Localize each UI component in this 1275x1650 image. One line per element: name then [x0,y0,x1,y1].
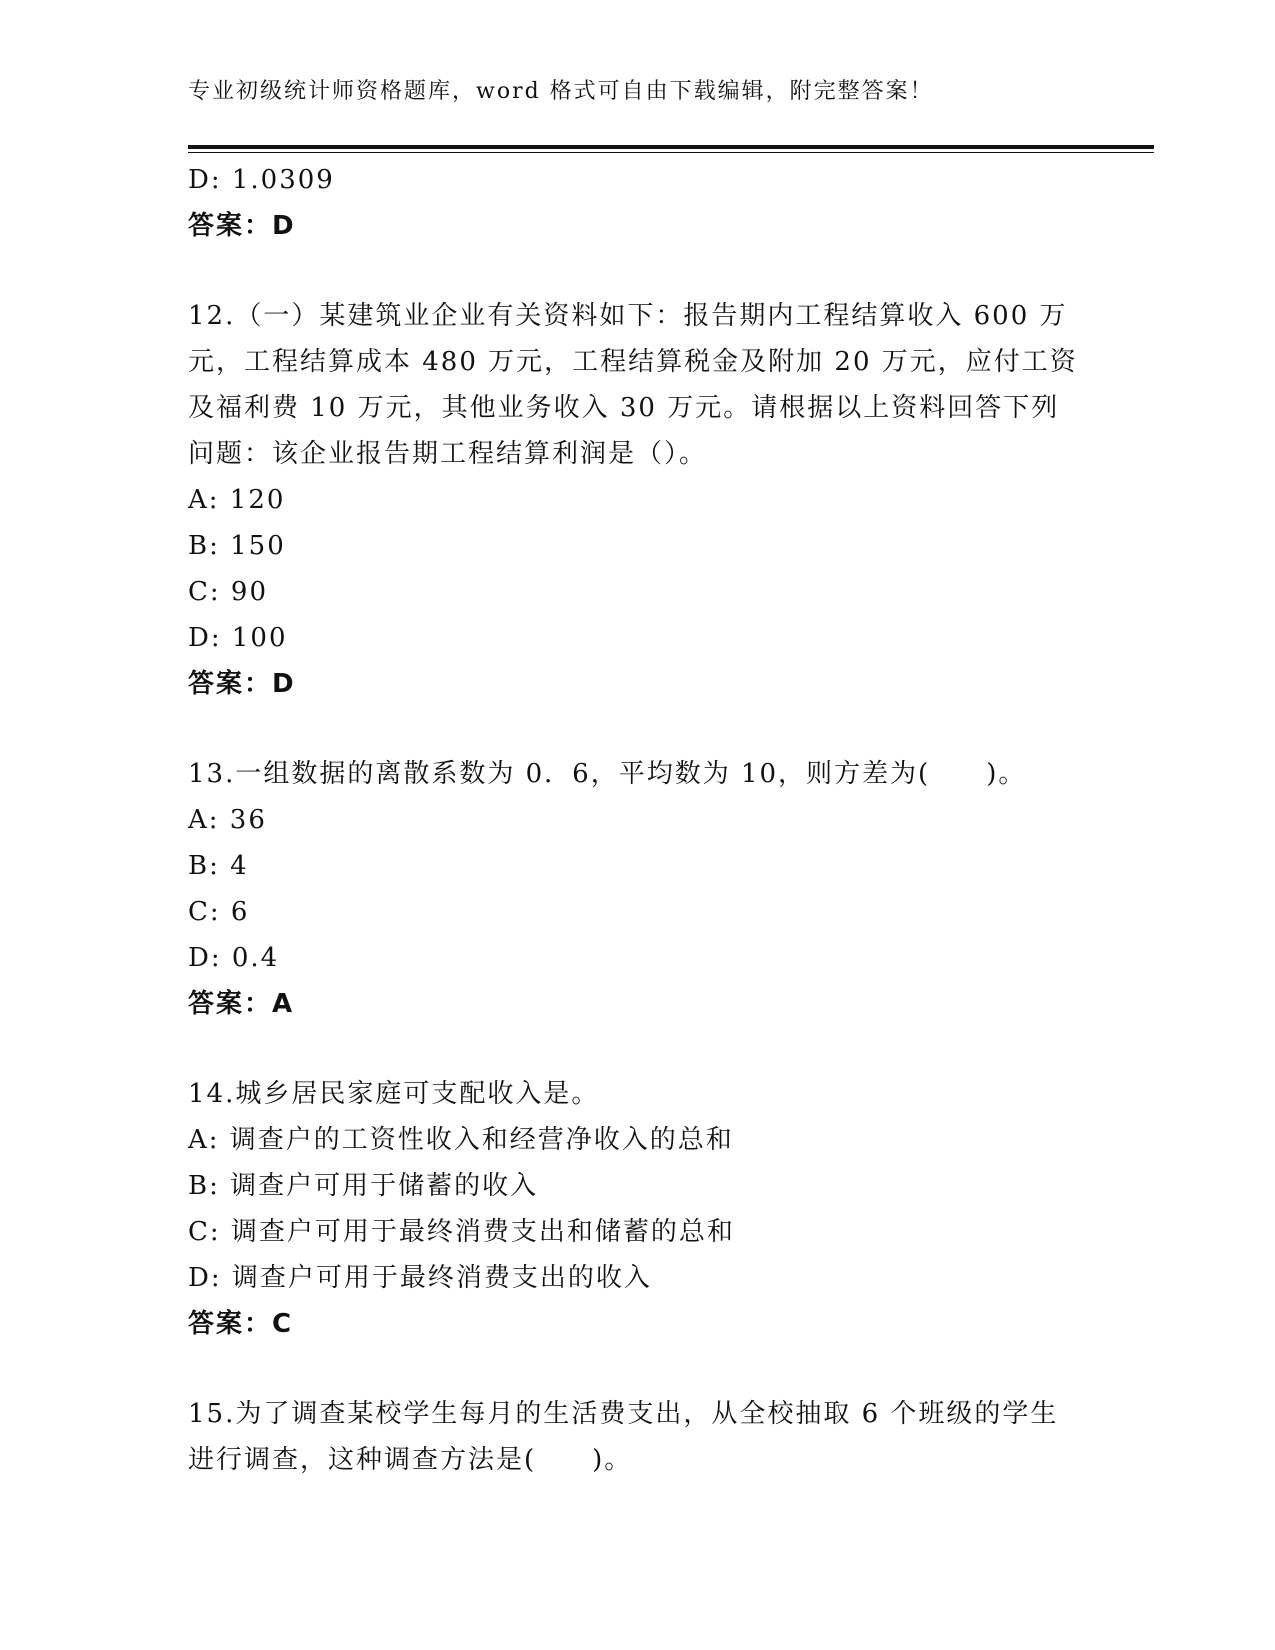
option-c: C: 调查户可用于最终消费支出和储蓄的总和 [188,1217,735,1247]
spacer [188,249,1088,293]
question-text-line: 12.（一）某建筑业企业有关资料如下：报告期内工程结算收入 600 万 [188,301,1068,331]
question-text-line: 14.城乡居民家庭可支配收入是。 [188,1079,600,1109]
document-body [188,157,1088,1483]
option-d: D: 100 [188,623,288,653]
question-14 [188,1071,1088,1347]
spacer [188,707,1088,751]
question-text-line: 15.为了调查某校学生每月的生活费支出，从全校抽取 6 个班级的学生 [188,1399,1059,1429]
option-d: D: 0.4 [188,943,280,973]
header-rule-thick [188,145,1154,149]
option-a: A: 120 [188,485,286,515]
option-b: B: 150 [188,531,286,561]
answer: 答案：D [188,211,296,241]
question-text-line: 元，工程结算成本 480 万元，工程结算税金及附加 20 万元，应付工资 [188,347,1078,377]
answer: 答案：D [188,669,296,699]
question-13 [188,751,1088,1027]
option-a: A: 36 [188,805,267,835]
option-b: B: 4 [188,851,249,881]
header-rule-thin [188,152,1154,153]
question-text-line: 及福利费 10 万元，其他业务收入 30 万元。请根据以上资料回答下列 [188,393,1060,423]
question-text-line: 13.一组数据的离散系数为 0．6，平均数为 10，则方差为( )。 [188,759,1027,789]
option-d: D: 调查户可用于最终消费支出的收入 [188,1263,652,1293]
question-12 [188,293,1088,707]
page-header: 专业初级统计师资格题库，word 格式可自由下载编辑，附完整答案！ [188,79,934,104]
option-c: C: 6 [188,897,250,927]
question-15 [188,1391,1088,1483]
option-a: A: 调查户的工资性收入和经营净收入的总和 [188,1125,734,1155]
question-text-line: 问题：该企业报告期工程结算利润是（）。 [188,439,708,469]
option-d: D: 1.0309 [188,165,335,195]
answer: 答案：A [188,989,295,1019]
option-c: C: 90 [188,577,269,607]
question-text-line: 进行调查，这种调查方法是( )。 [188,1445,633,1475]
spacer [188,1027,1088,1071]
option-b: B: 调查户可用于储蓄的收入 [188,1171,539,1201]
answer: 答案：C [188,1309,294,1339]
spacer [188,1347,1088,1391]
